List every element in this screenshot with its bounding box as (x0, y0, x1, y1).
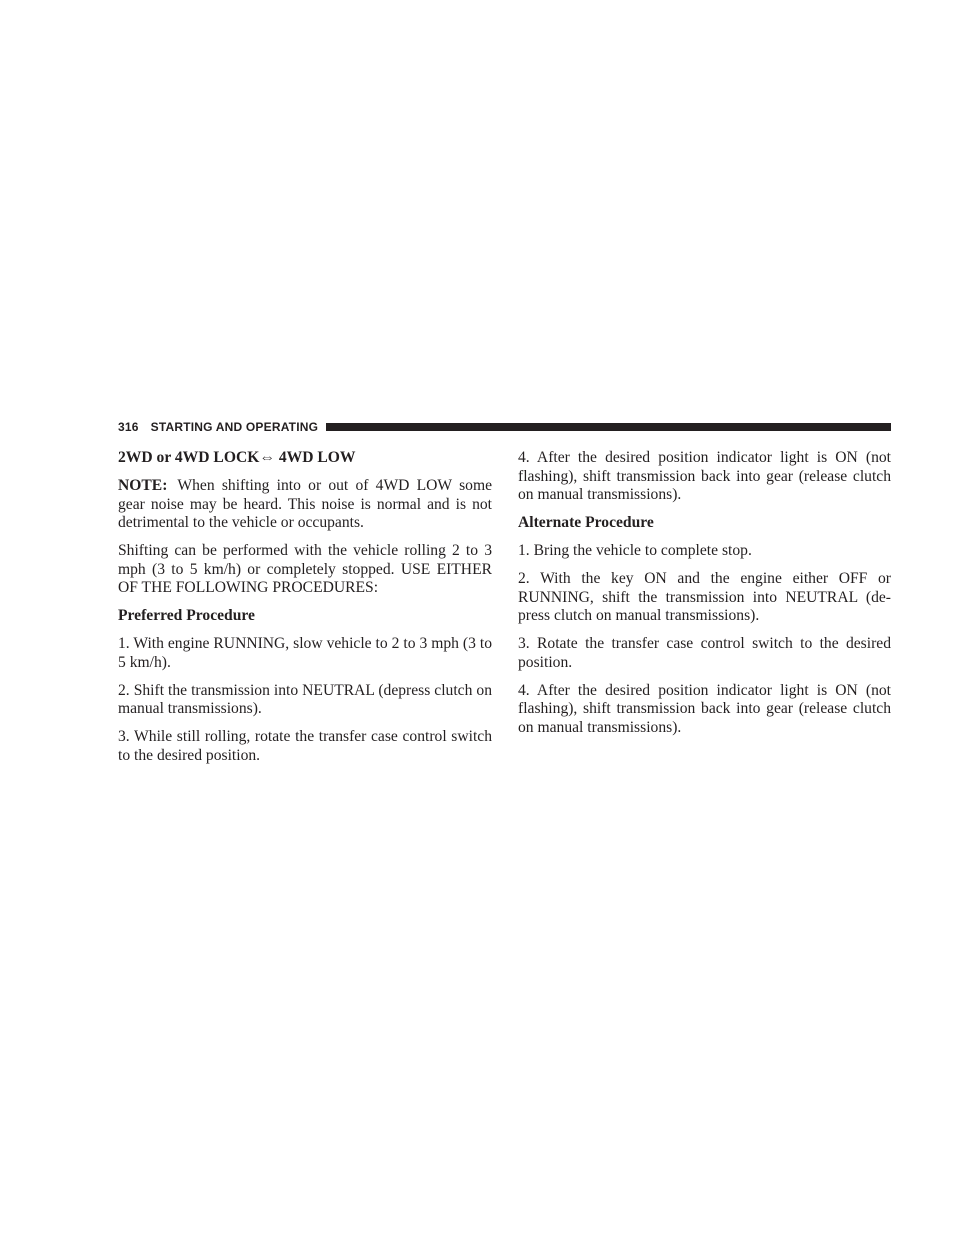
alternate-procedure-heading: Alternate Procedure (518, 514, 654, 532)
alternate-step: 3. Rotate the transfer case control switch to the desired position. (518, 635, 891, 671)
alternate-step: 4. After the desired position indicator light is ON (not flashing), shift transmission back into gear (release clutch on manual transmissions). (518, 681, 891, 737)
preferred-step: 3. While still rolling, rotate the transfer case control switch to the desired position. (118, 728, 492, 765)
section-title: STARTING AND OPERATING (150, 420, 319, 434)
section-heading: 2WD or 4WD LOCK⇔ 4WD LOW (118, 449, 356, 466)
preferred-step: 4. After the desired position indicator light is ON (not flashing), shift transmission back into gear (release clutch on manual transmissions). (518, 449, 891, 504)
note-label: NOTE: (118, 476, 168, 494)
note-paragraph (118, 477, 492, 533)
page-number: 316 (118, 420, 139, 434)
header-rule (326, 423, 891, 431)
left-column (118, 449, 492, 775)
preferred-procedure-heading: Preferred Procedure (118, 607, 255, 625)
page-header (118, 419, 891, 435)
alternate-step: 2. With the key ON and the engine either OFF or RUNNING, shift the transmission into NEUTRAL (de-press clutch on manual transmissions). (518, 570, 891, 625)
intro-paragraph: Shifting can be performed with the vehicle rolling 2 to 3 mph (3 to 5 km/h) or completely stopped. USE EITHER OF THE FOLLOWING PROCEDURES: (118, 542, 492, 597)
note-text: When shifting into or out of 4WD LOW some gear noise may be heard. This noise is normal and is not detrimental to the vehicle or occupants. (118, 476, 492, 532)
right-column (518, 449, 891, 747)
preferred-step: 2. Shift the transmission into NEUTRAL (depress clutch on manual transmissions). (118, 681, 492, 718)
preferred-step: 1. With engine RUNNING, slow vehicle to 2 to 3 mph (3 to 5 km/h). (118, 635, 492, 671)
alternate-step: 1. Bring the vehicle to complete stop. (518, 542, 752, 560)
